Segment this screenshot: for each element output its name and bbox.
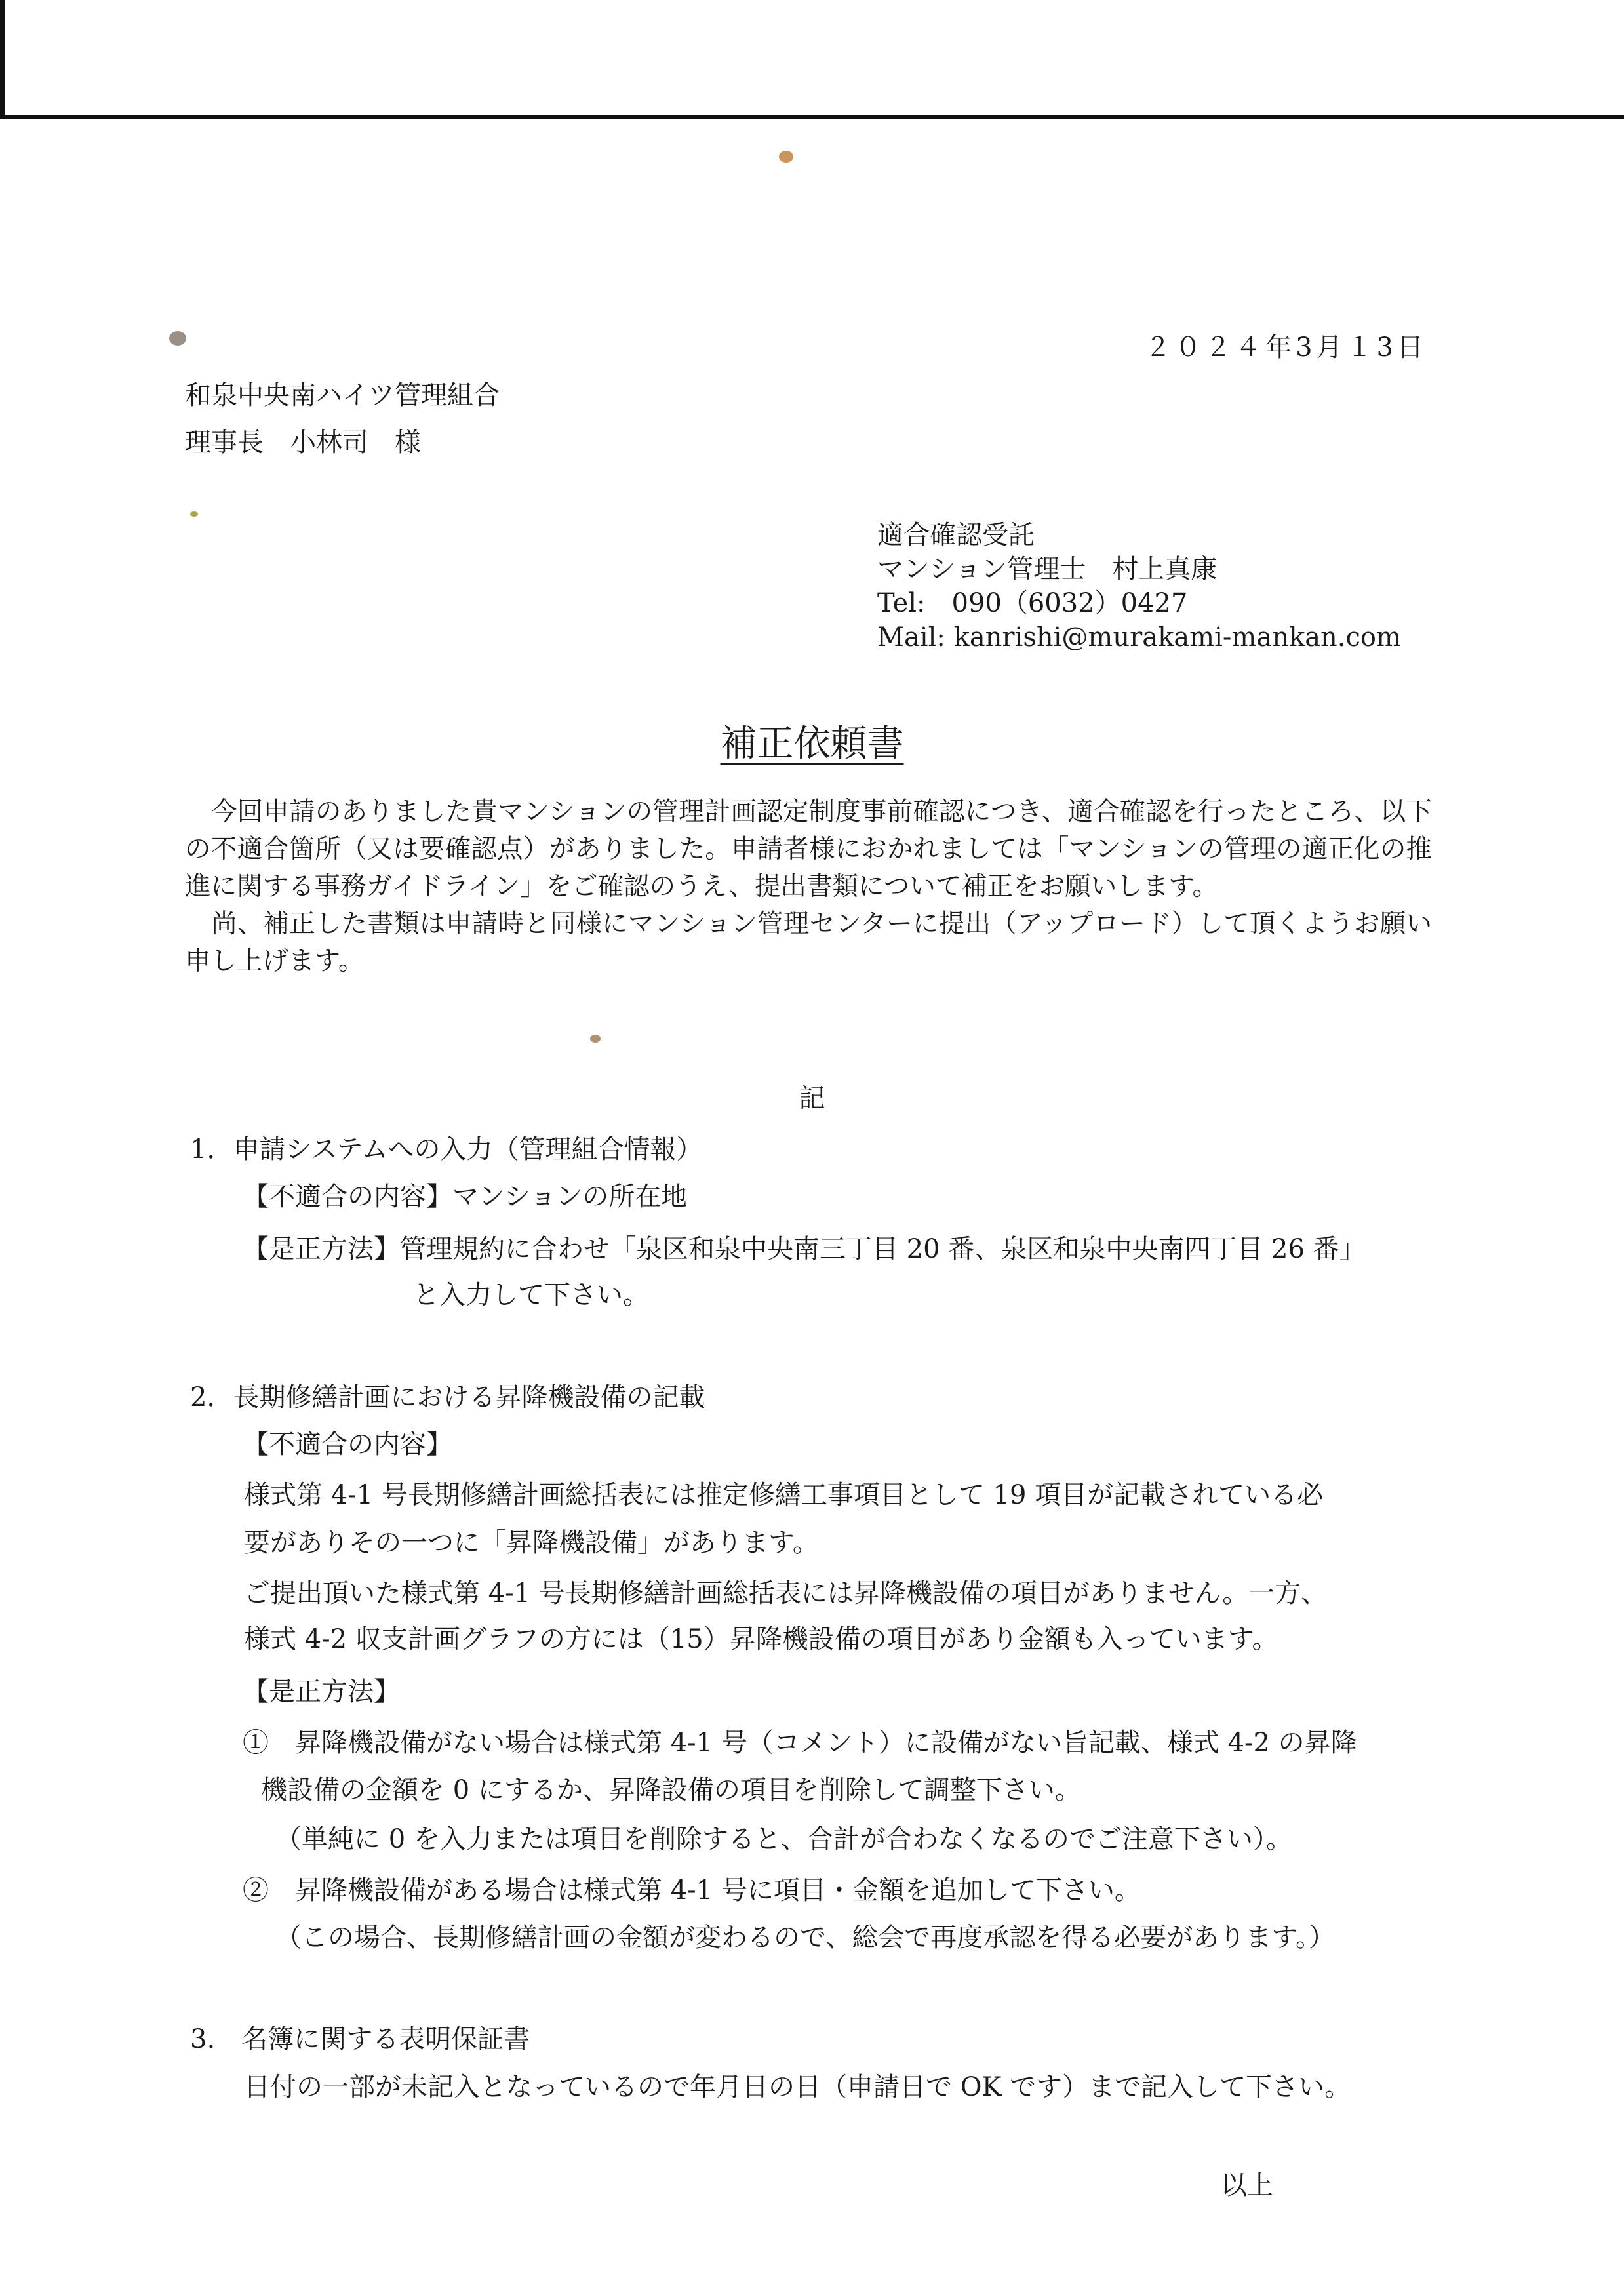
closing-mark: 以上 [1221,2170,1273,2201]
document-title [0,721,1624,767]
item1-fix: 【是正方法】管理規約に合わせ「泉区和泉中央南三丁目 20 番、泉区和泉中央南四丁目 26 番」 [243,1234,1366,1264]
item2-fix1: ① 昇降機設備がない場合は様式第 4-1 号（コメント）に設備がない旨記載、様式 4-2 の昇降 [243,1728,1357,1758]
item1-heading: 1．申請システムへの入力（管理組合情報） [190,1134,703,1165]
intro-text [185,793,1432,980]
item1-fix-cont: と入力して下さい。 [413,1280,649,1310]
sender-tel: Tel: 090（6032）0427 [877,588,1188,618]
intro-paragraph: 尚、補正した書類は申請時と同様にマンション管理センターに提出（アップロード）して頂くようお願い申し上げます。 [185,909,1432,976]
item2-issue-line: 様式 4-2 収支計画グラフの方には（15）昇降機設備の項目があり金額も入っています。 [244,1624,1278,1654]
scan-edge-left [0,0,5,118]
item2-fix-label: 【是正方法】 [243,1677,400,1707]
stain-spot [779,151,793,163]
item3-body: 日付の一部が未記入となっているので年月日の日（申請日で OK です）まで記入して下さい。 [244,2072,1351,2102]
item2-issue-line: 様式第 4-1 号長期修繕計画総括表には推定修繕工事項目として 19 項目が記載されている必 [244,1480,1324,1510]
sender-block [877,518,1401,654]
item2-issue-label: 【不適合の内容】 [243,1429,452,1460]
sender-mail: Mail: kanrishi@murakami-mankan.com [877,622,1401,652]
scan-edge-top [0,115,1624,119]
item2-fix2-note: （この場合、長期修繕計画の金額が変わるので、総会で再度承認を得る必要があります。） [275,1923,1335,1953]
document-title-text: 補正依頼書 [720,723,904,765]
document-date: ２０２４年3月１3日 [1145,332,1427,363]
item1-issue: 【不適合の内容】マンションの所在地 [243,1182,688,1212]
sender-role: 適合確認受託 [877,520,1035,550]
ki-heading: 記 [799,1083,825,1113]
item2-fix1-note: （単純に 0 を入力または項目を削除すると、合計が合わなくなるのでご注意下さい）。 [275,1824,1292,1854]
item2-fix1-cont: 機設備の金額を 0 にするか、昇降設備の項目を削除して調整下さい。 [261,1775,1081,1805]
item2-fix2: ② 昇降機設備がある場合は様式第 4-1 号に項目・金額を追加して下さい。 [243,1875,1141,1906]
item3-heading: 3. 名簿に関する表明保証書 [190,2024,530,2054]
item2-heading: 2．長期修繕計画における昇降機設備の記載 [190,1382,705,1412]
intro-paragraph: 今回申請のありました貴マンションの管理計画認定制度事前確認につき、適合確認を行ったところ、以下の不適合箇所（又は要確認点）がありました。申請者様におかれましては「マンションの管理の適正化の推進に関する事務ガイドライン」をご確認のうえ、提出書類について補正をお願いします。 [185,797,1432,902]
sender-name: マンション管理士 村上真康 [877,554,1218,584]
recipient-person: 理事長 小林司 様 [185,428,421,458]
item2-issue-line: ご提出頂いた様式第 4-1 号長期修繕計画総括表には昇降機設備の項目がありません。一方、 [244,1578,1328,1608]
recipient-org: 和泉中央南ハイツ管理組合 [185,380,500,410]
item2-issue-line: 要がありその一つに「昇降機設備」があります。 [244,1528,819,1558]
stain-spot [169,331,186,346]
stain-spot [590,1035,601,1043]
stain-spot [190,511,198,517]
scan-margin [0,0,1624,118]
